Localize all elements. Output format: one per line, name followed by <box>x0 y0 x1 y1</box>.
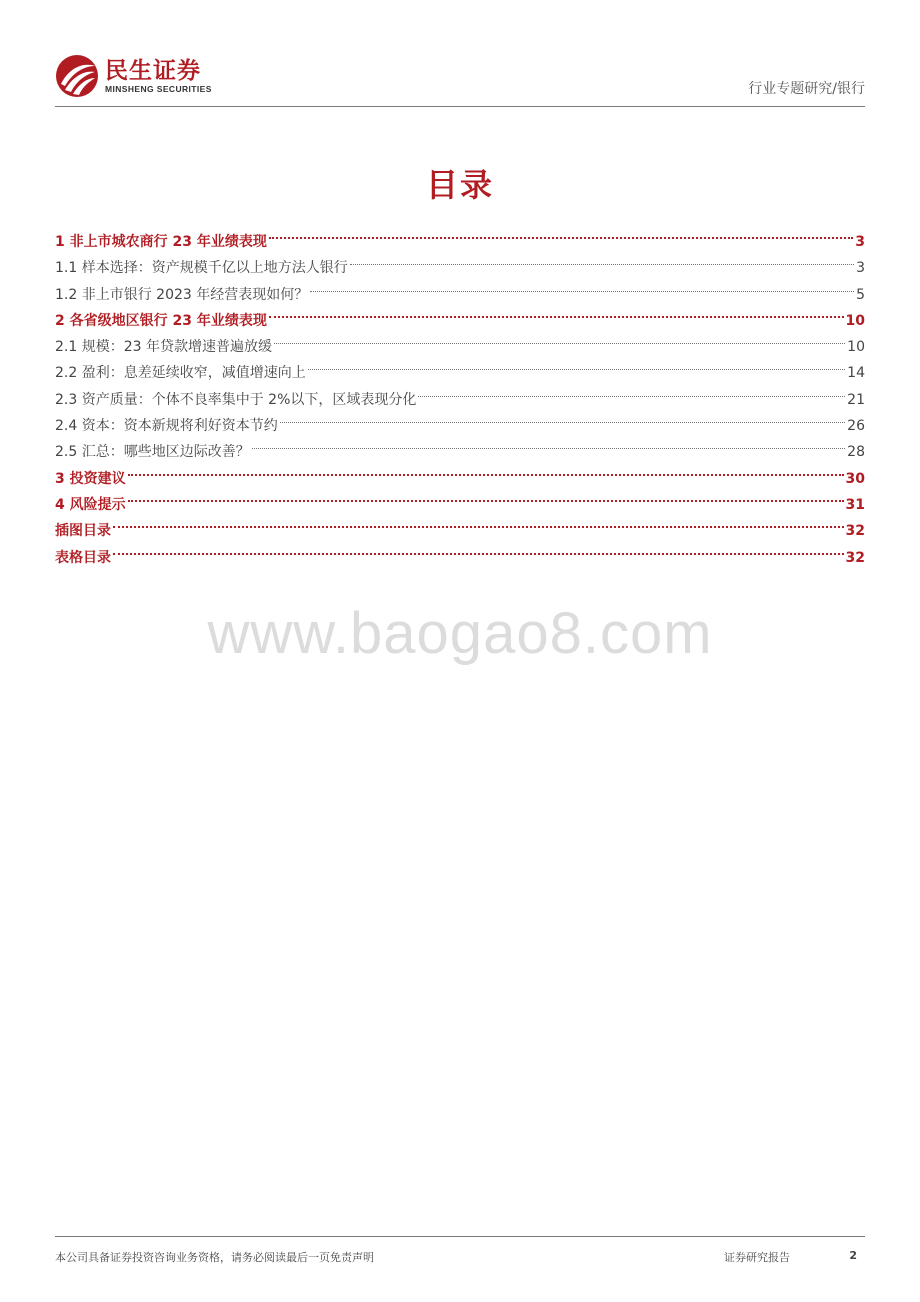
footer-report-type: 证券研究报告 <box>724 1251 790 1264</box>
toc-leader-dots <box>128 457 844 483</box>
watermark: www.baogao8.com <box>207 601 713 666</box>
toc-entry-text: 2.1 规模：23 年贷款增速普遍放缓 <box>55 339 272 356</box>
toc-entry-page: 10 <box>847 339 865 356</box>
toc-entry-page: 28 <box>847 444 865 461</box>
toc-entry[interactable] <box>55 536 865 566</box>
toc-entry-text: 2.2 盈利：息差延续收窄，减值增速向上 <box>55 365 306 382</box>
page-footer <box>55 1236 865 1264</box>
toc-entry-page: 3 <box>855 234 865 250</box>
toc-entry-page: 30 <box>845 470 865 487</box>
table-of-contents <box>55 220 865 566</box>
toc-title: 目录 <box>425 166 494 204</box>
toc-entry-text: 3 投资建议 <box>55 470 126 487</box>
report-category: 行业专题研究/银行 <box>748 81 865 97</box>
toc-entry[interactable] <box>55 483 865 513</box>
toc-entry-page: 14 <box>847 365 865 382</box>
toc-entry-text: 1 非上市城农商行 23 年业绩表现 <box>55 234 267 250</box>
toc-leader-dots <box>274 325 845 351</box>
toc-entry-text: 4 风险提示 <box>55 496 126 513</box>
minsheng-logo-icon <box>55 54 99 98</box>
toc-leader-dots <box>269 299 844 325</box>
toc-entry-page: 3 <box>856 260 865 277</box>
toc-entry-page: 21 <box>847 391 865 408</box>
company-logo <box>55 52 212 100</box>
logo-chinese-name: 民生证券 <box>105 57 201 84</box>
logo-english-name: MINSHENG SECURITIES <box>105 83 212 94</box>
toc-entry-page: 32 <box>845 549 865 566</box>
toc-leader-dots <box>113 536 844 562</box>
toc-entry-page: 31 <box>845 496 865 513</box>
footer-disclaimer: 本公司具备证券投资咨询业务资格，请务必阅读最后一页免责声明 <box>55 1251 374 1264</box>
toc-leader-dots <box>350 246 854 272</box>
toc-leader-dots <box>128 483 844 509</box>
toc-entry-text: 1.2 非上市银行 2023 年经营表现如何？ <box>55 286 309 303</box>
toc-entry-text: 1.1 样本选择：资产规模千亿以上地方法人银行 <box>55 260 348 277</box>
toc-leader-dots <box>418 378 845 404</box>
toc-entry-page: 26 <box>847 418 865 435</box>
toc-entry-text: 2 各省级地区银行 23 年业绩表现 <box>55 312 267 329</box>
toc-leader-dots <box>308 351 845 377</box>
toc-entry[interactable] <box>55 220 865 250</box>
toc-entry[interactable] <box>55 457 865 487</box>
toc-entry-page: 5 <box>856 286 865 303</box>
footer-page-number: 2 <box>849 1249 857 1262</box>
toc-entry-text: 插图目录 <box>55 523 111 540</box>
toc-entry-text: 2.4 资本：资本新规将利好资本节约 <box>55 418 278 435</box>
toc-entry-page: 10 <box>845 312 865 329</box>
toc-entry-text: 2.3 资产质量：个体不良率集中于 2%以下，区域表现分化 <box>55 391 417 408</box>
toc-entry-page: 32 <box>845 523 865 540</box>
toc-leader-dots <box>280 404 845 430</box>
toc-leader-dots <box>269 220 853 246</box>
toc-leader-dots <box>310 273 854 299</box>
toc-entry-text: 2.5 汇总：哪些地区边际改善？ <box>55 444 250 461</box>
toc-entry[interactable] <box>55 509 865 540</box>
page-header <box>55 50 865 107</box>
toc-leader-dots <box>113 509 844 535</box>
toc-leader-dots <box>252 430 845 456</box>
toc-entry-text: 表格目录 <box>55 549 111 566</box>
